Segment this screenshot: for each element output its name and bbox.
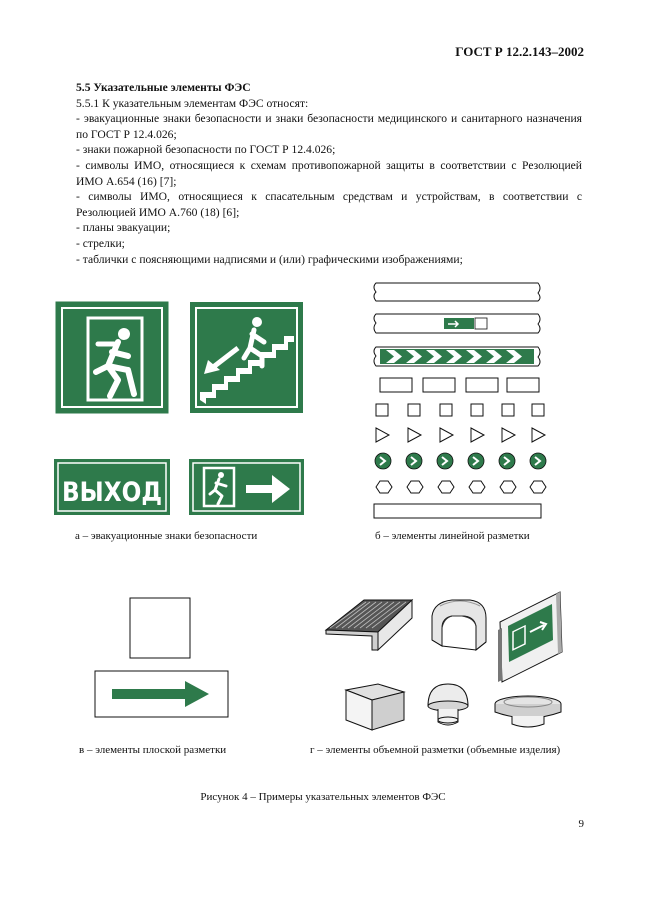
caption-a: а – эвакуационные знаки безопасности (75, 530, 258, 542)
dome-marker (428, 684, 468, 725)
section-title: 5.5 Указательные элементы ФЭС (76, 81, 251, 94)
paragraph-line: - символы ИМО, относящиеся к спасательным средствам и устройствам, в соответствии с Резолюцией ИМО А.760 (18) [6]; (76, 190, 582, 219)
figure-caption: Рисунок 4 – Примеры указательных элементов ФЭС (200, 791, 446, 803)
exit-sign-text: ВЫХОД (62, 477, 162, 508)
handrail-profile (432, 600, 486, 650)
caption-d: г – элементы объемной разметки (объемные изделия) (310, 744, 561, 756)
page-number: 9 (578, 818, 584, 830)
paragraph-line: - таблички с поясняющими надписями и (или) графическими изображениями; (76, 252, 463, 266)
cube-marker (346, 684, 404, 730)
caption-b: б – элементы линейной разметки (375, 530, 530, 542)
stair-nosing-profile (326, 600, 412, 650)
paragraph-line: - эвакуационные знаки безопасности и знаки безопасности медицинского и санитарного назначения по ГОСТ Р 12.4.026; (76, 112, 582, 141)
paragraph-line: - знаки пожарной безопасности по ГОСТ Р 12.4.026; (76, 143, 336, 157)
paragraph-line: - планы эвакуации; (76, 221, 171, 235)
paragraph-line: - символы ИМО, относящиеся к схемам противопожарной защиты в соответствии с Резолюцией ИМО А.654 (16) [7]; (76, 158, 582, 188)
paragraph-line: 5.5.1 К указательным элементам ФЭС относят: (76, 96, 309, 110)
wall-exit-sign (498, 592, 562, 682)
caption-c: в – элементы плоской разметки (79, 744, 227, 756)
paragraph-line: - стрелки; (76, 236, 125, 250)
document-header: ГОСТ Р 12.2.143–2002 (455, 44, 584, 59)
disc-marker (495, 696, 561, 727)
